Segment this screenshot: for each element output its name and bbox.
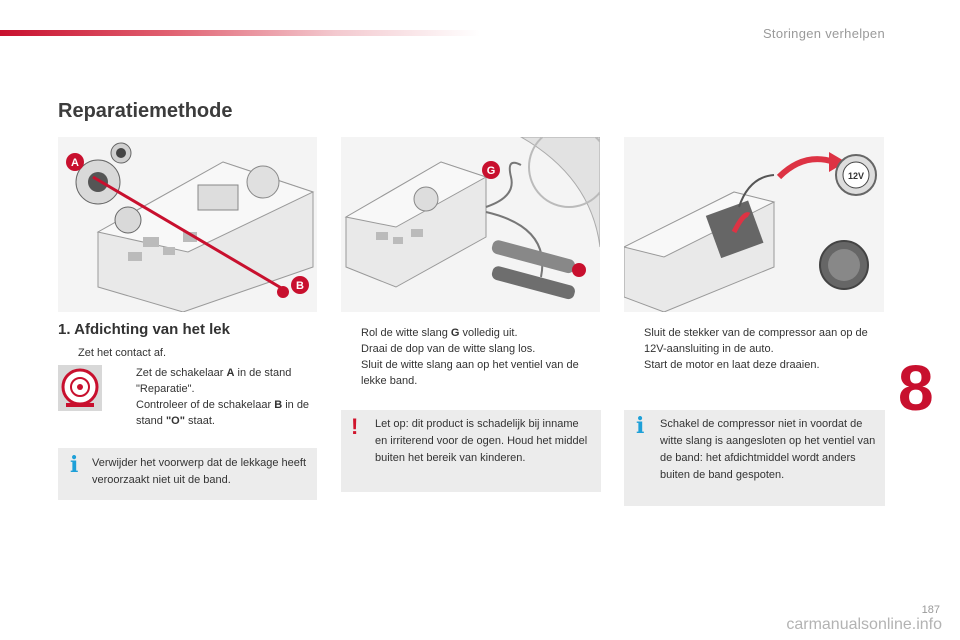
illustration-12v-plug	[624, 137, 884, 312]
info-note-object: i Verwijder het voorwerp dat de lekkage heeft veroorzaakt niet uit de band.	[58, 448, 317, 500]
chapter-title: Storingen verhelpen	[762, 26, 885, 41]
watermark: carmanualsonline.info	[786, 616, 942, 633]
list-item: Sluit de witte slang aan op het ventiel van de lekke band.	[361, 359, 579, 387]
list-item: Rol de witte slang G volledig uit.	[361, 327, 518, 339]
page-title: Reparatiemethode	[58, 100, 233, 122]
callout-a: A	[71, 157, 79, 169]
callout-b: B	[296, 280, 304, 292]
info-icon: i	[636, 413, 645, 439]
section1-steps-b	[116, 365, 316, 429]
switch-illustration	[58, 365, 102, 411]
warning-icon: !	[351, 414, 359, 439]
section-title-sealing: 1. Afdichting van het lek	[58, 321, 230, 338]
list-item: Start de motor en laat deze draaien.	[644, 359, 820, 371]
warning-note: ! Let op: dit product is schadelijk bij inname en irriterend voor de ogen. Houd het middel buiten het bereik van kinderen.	[341, 410, 601, 492]
list-item: Zet de schakelaar A in de stand "Reparatie".	[136, 367, 292, 395]
info-icon: i	[70, 452, 79, 478]
chapter-number: 8	[898, 352, 934, 424]
illustration-compressor-switches	[58, 137, 317, 312]
illustration-hose	[341, 137, 600, 312]
section2-steps	[341, 325, 596, 389]
list-item: Controleer of de schakelaar B in de stand "O" staat.	[136, 399, 310, 427]
list-item: Zet het contact af.	[78, 347, 167, 359]
section3-steps	[624, 325, 886, 373]
callout-g: G	[486, 165, 496, 177]
list-item: Draai de dop van de witte slang los.	[361, 343, 536, 355]
header-accent-bar	[0, 30, 480, 36]
label-12v: 12V	[847, 171, 865, 181]
list-item: Sluit de stekker van de compressor aan op de 12V-aansluiting in de auto.	[644, 327, 868, 355]
page-number: 187	[921, 604, 940, 616]
section1-steps-a	[58, 345, 308, 361]
info-note-compressor: i Schakel de compressor niet in voordat de witte slang is aangesloten op het ventiel van de band: het afdichtmiddel wordt anders buiten de band gespoten.	[624, 410, 885, 506]
